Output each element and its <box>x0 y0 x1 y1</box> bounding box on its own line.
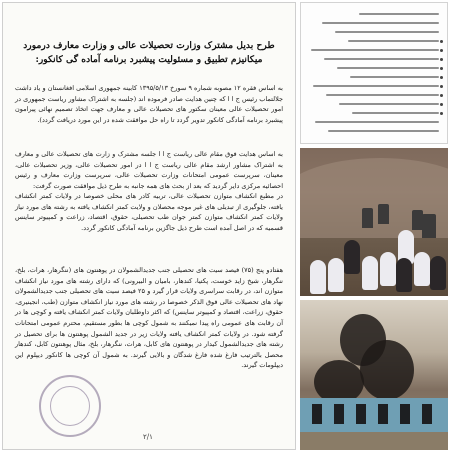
ground <box>300 432 448 450</box>
text-line <box>339 103 439 105</box>
text-line <box>352 112 439 114</box>
woman-figure <box>328 258 344 292</box>
woman-figure <box>430 256 446 290</box>
text-line <box>326 94 439 96</box>
window <box>378 404 388 424</box>
letter-title: طرح بدیل مشترک وزارت تحصیلات عالی و وزارت معارف درمورد میکانیزم تطبیق و مسئولیت پیشبرد برنامه آماده گی کانکور: <box>23 40 275 65</box>
text-line <box>322 22 439 24</box>
text-line <box>311 49 439 51</box>
bullet-mark <box>440 103 443 106</box>
text-line <box>350 76 439 78</box>
bullet-mark <box>440 76 443 79</box>
window <box>334 404 344 424</box>
photo-women-at-graves <box>300 148 448 296</box>
letter-paragraph-3: در مطبع انکشاف متوازن تحصیلات عالی، تربیه کادر های محلی خصوصا در ولایات کمتر انکشاف یافته، جلوگیری از تبدیلی های غیر موجه محصلان و ولایت کمتر انکشاف یافته به رشته های مورد نیاز ولایات کمتر انکشاف متوازن کمتر جوان طب تحصیلی، حقوق، اقتصاد، زراعت و کمپیوتر ساینس قسمیه که در اصل آمده است طرح ذیل جاگزین برنامه آمادگی کانکور گردد. <box>15 192 283 232</box>
letter-paragraph-2: به اساس هدایت فوق مقام عالی ریاست ج ا ا جلسه مشترک و زارت های تحصیلات عالی و معارف به اشتراک مشاور ارشد مقام عالی ریاست ج ا ا در امور تحصیلات عالی، وزیر تحصیلات عالی، معینان، سرپرست عمومی امتحانات وزارت تحصیلات عالی، سرپرست وزارت معارف و رئیس احصائیه مرکزی دایر گردید که بعد از بحث های همه جانبه به طرح ذیل موافقت صورت گرفت: <box>15 150 283 190</box>
page-number: ۲/۱ <box>143 433 153 441</box>
scanned-letter <box>2 2 296 450</box>
woman-figure <box>344 240 360 274</box>
bullet-mark <box>440 94 443 97</box>
woman-figure <box>414 252 430 286</box>
text-line <box>348 40 439 42</box>
text-line <box>313 85 439 87</box>
text-line <box>337 67 439 69</box>
grave-marker <box>378 204 389 224</box>
smoke-plume <box>360 340 414 400</box>
letter-paragraph-1: به اساس فقره ۱۲ مصوبه شماره ۹ سورخ ۱۳۹۵/۵/۱۳ کابینه جمهوری اسلامی افغانستان و یاد داشت جلالتماب رئیس ج ا ا که چنین هدایت صادر فرموده اند (جلسه به اشتراک مشاور ریاست جمهوری در امور تحصیلات عالی معینان سکتور های تحصیلات عالی و معارف جهت اتخاذ تصمیم نهائی پیرامون پیشبرد برنامه آمادگی کانکور تدویر گردد تا راه حل موافقت شده در این مورد دریافت گردد). <box>15 84 283 124</box>
photo-burning-school <box>300 300 448 450</box>
woman-figure <box>362 256 378 290</box>
bullet-mark <box>440 58 443 61</box>
text-line <box>335 31 439 33</box>
woman-figure <box>310 260 326 294</box>
window <box>400 404 410 424</box>
bullet-mark <box>440 112 443 115</box>
text-line <box>328 130 439 132</box>
bullet-mark <box>440 67 443 70</box>
official-seal-stamp <box>39 375 101 437</box>
text-line <box>359 13 439 15</box>
window <box>422 404 432 424</box>
letter-paragraph-4: هفتادو پنج (۷۵) فیصد سیت های تحصیلی جنب جدیدالشمولان در پوهنتون های (ننگرهار، هرات، بلخ، ننگرهار، شیخ زاید خوست، پکتیا، کندهار، بامیان و البیرونی) که دارای رشته های مورد نیاز انکشاف متوازن اند، در رقابت سراسری ولایات قرار گیرد و ۲۵ فیصد سیت های تحصیلی جنب جدیدالشمولان نهاد های تحصیلات عالی فوق الذکر خصوصا در رشته های مورد نیاز انکشاف متوازن (طب، انجینیری، حقوق، زراعت، اقتصاد و کمپیوتر ساینس) که اکثر داوطلبان ولایات کمتر انکشاف یافته و کوچی ها در آن رقابت های عمومی راه پیدا نمیکنند به شمول کوچی ها بطور مستقیم، محترم عمومی امتحانات گرفته شود. در ولایات کمتر انکشاف یافته ولایات زیر در جدید الشمول پوهنتون ها برای تحصیل در رشته های جدیدالشمول کیدار در پوهنتون های کابل، هرات، ننگرهار، بلخ، مثال پوهنتون کابل، کندهار محصل بالترتیب فارغ شده فارغ شدگان و بالایی گیرند. به شمول آن کوچی ها کانکور دیپلوم این دیپلومات گیرند. <box>15 266 284 370</box>
woman-figure <box>380 252 396 286</box>
grave-marker <box>422 214 436 238</box>
grave-marker <box>362 208 373 228</box>
bullet-mark <box>440 85 443 88</box>
scanned-letter-page-2 <box>300 2 448 144</box>
text-line <box>315 121 439 123</box>
text-line <box>324 58 439 60</box>
window <box>356 404 366 424</box>
woman-figure <box>396 258 412 292</box>
window <box>312 404 322 424</box>
bullet-mark <box>440 40 443 43</box>
bullet-mark <box>440 49 443 52</box>
